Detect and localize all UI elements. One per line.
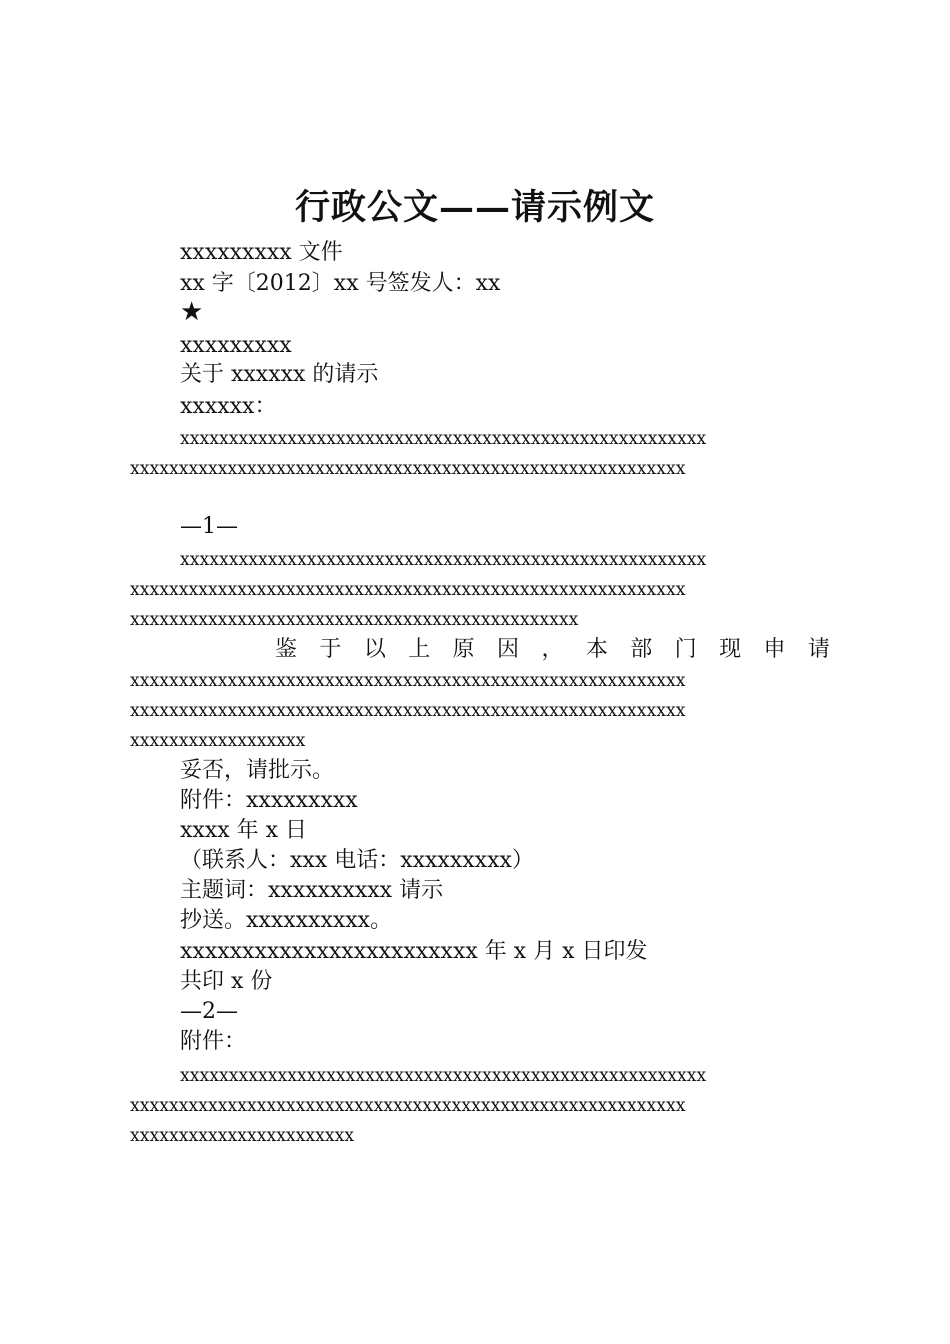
subject-line: 关于 xxxxxx 的请示 [180, 362, 379, 387]
para3-line: xxxxxxxxxxxxxxxxxxxxxxxxxxxxxxxxxxxxxxxxxxxxxxxxxxxxxxxxx [130, 671, 686, 691]
lead-char: 部 [630, 637, 653, 662]
para3-lead [275, 635, 830, 665]
cc-line: 抄送。xxxxxxxxxx。 [180, 908, 393, 933]
header-org: xxxxxxxxx 文件 [180, 240, 343, 265]
contact-line: （联系人：xxx 电话：xxxxxxxxx） [180, 848, 534, 873]
doc-number: xx 字〔2012〕xx 号签发人：xx [180, 271, 501, 296]
attachment-line: 附件：xxxxxxxxx [180, 788, 358, 813]
para3-line: xxxxxxxxxxxxxxxxxxxxxxxxxxxxxxxxxxxxxxxxxxxxxxxxxxxxxxxxx [130, 701, 686, 721]
print-date-line: xxxxxxxxxxxxxxxxxxxxxxxx 年 x 月 x 日印发 [180, 939, 648, 964]
lead-char: 鉴 [275, 637, 298, 662]
document-title: 行政公文——请示例文 [294, 187, 655, 228]
closing-line: 妥否，请批示。 [180, 758, 335, 783]
page-number-2: —2— [180, 999, 238, 1024]
star-icon: ★ [180, 297, 204, 327]
date-line: xxxx 年 x 日 [180, 818, 308, 843]
lead-char: 原 [452, 637, 475, 662]
page-number-1: —1— [180, 514, 238, 539]
para1-line: xxxxxxxxxxxxxxxxxxxxxxxxxxxxxxxxxxxxxxxxxxxxxxxxxxxxxx [180, 429, 707, 449]
para4-line: xxxxxxxxxxxxxxxxxxxxxxx [130, 1126, 355, 1146]
para4-line: xxxxxxxxxxxxxxxxxxxxxxxxxxxxxxxxxxxxxxxxxxxxxxxxxxxxxx [180, 1066, 707, 1086]
lead-char: ， [541, 637, 564, 662]
lead-char: 门 [674, 637, 697, 662]
copies-line: 共印 x 份 [180, 969, 273, 994]
lead-char: 现 [719, 637, 742, 662]
lead-char: 请 [807, 637, 830, 662]
para1-line: xxxxxxxxxxxxxxxxxxxxxxxxxxxxxxxxxxxxxxxxxxxxxxxxxxxxxxxxx [130, 459, 686, 479]
lead-char: 本 [585, 637, 608, 662]
para2-line: xxxxxxxxxxxxxxxxxxxxxxxxxxxxxxxxxxxxxxxxxxxxxxxxxxxxxx [180, 550, 707, 570]
lead-char: 因 [497, 637, 520, 662]
para2-line: xxxxxxxxxxxxxxxxxxxxxxxxxxxxxxxxxxxxxxxxxxxxxx [130, 610, 579, 630]
lead-char: 于 [319, 637, 342, 662]
keywords-line: 主题词：xxxxxxxxxx 请示 [180, 878, 444, 903]
lead-char: 以 [363, 637, 386, 662]
para4-line: xxxxxxxxxxxxxxxxxxxxxxxxxxxxxxxxxxxxxxxxxxxxxxxxxxxxxxxxx [130, 1096, 686, 1116]
lead-char: 申 [763, 637, 786, 662]
salutation: xxxxxx： [180, 394, 277, 419]
para2-line: xxxxxxxxxxxxxxxxxxxxxxxxxxxxxxxxxxxxxxxxxxxxxxxxxxxxxxxxx [130, 580, 686, 600]
attachment-heading: 附件： [180, 1029, 247, 1054]
para3-line: xxxxxxxxxxxxxxxxxx [130, 731, 306, 751]
lead-char: 上 [408, 637, 431, 662]
recipient-org: xxxxxxxxx [180, 333, 292, 358]
